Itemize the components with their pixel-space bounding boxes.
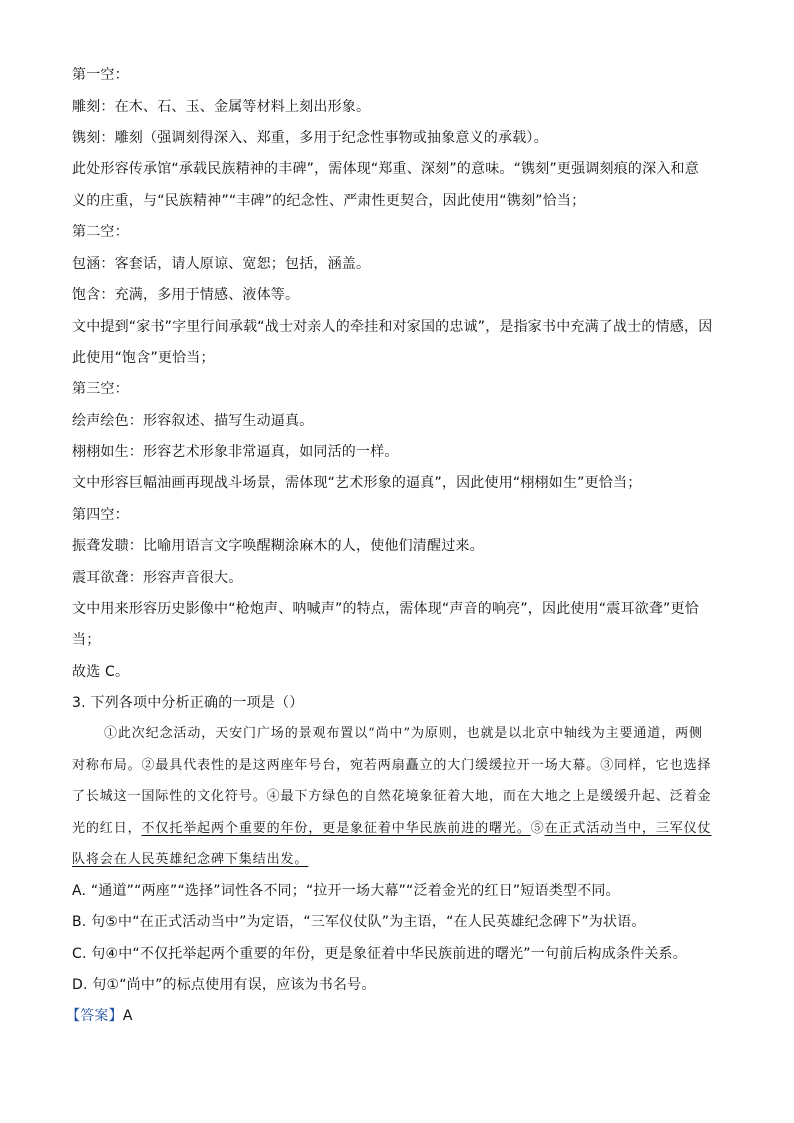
blank1-reason-line2: 义的庄重，与“民族精神”“丰碑”的纪念性、严肃性更契合，因此使用“镌刻”恰当； — [72, 193, 586, 209]
zhener-definition: 震耳欲聋：形容声音很大。 — [72, 570, 243, 586]
answer-value: A — [122, 1008, 133, 1024]
blank3-reason: 文中形容巨幅油画再现战斗场景，需体现“艺术形象的逼真”，因此使用“栩栩如生”更恰当； — [72, 475, 642, 491]
blank4-header: 第四空： — [72, 507, 129, 523]
option-d: D. 句①“尚中”的标点使用有误，应该为书名号。 — [72, 977, 376, 993]
blank2-header: 第二空： — [72, 224, 129, 240]
passage-line4-plain: 光的红日， — [72, 821, 142, 836]
answer-tag: 【答案】 — [66, 1008, 123, 1024]
passage-underlined-sentence5-end: 队将会在人民英雄纪念碑下集结出发。 — [72, 852, 309, 867]
conclusion: 故选 C。 — [72, 664, 130, 680]
huisheng-definition: 绘声绘色：形容叙述、描写生动逼真。 — [72, 413, 314, 429]
passage-line2: 对称布局。②最具代表性的是这两座年号台，宛若两扇矗立的大门缓缓拉开一场大幕。③同样，它也选择 — [72, 758, 712, 773]
blank1-reason-line1: 此处形容传承馆“承载民族精神的丰碑”，需体现“郑重、深刻”的意味。“镌刻”更强调刻痕的深入和意 — [72, 161, 699, 177]
passage-underlined-sentence5-start: 在正式活动当中，三军仪仗 — [544, 821, 712, 836]
blank4-reason-line1: 文中用来形容历史影像中“枪炮声、呐喊声”的特点，需体现“声音的响亮”，因此使用“震耳欲聋”更恰 — [72, 601, 699, 617]
baohan-definition: 包涵：客套话，请人原谅、宽恕；包括，涵盖。 — [72, 256, 371, 272]
answer-line — [66, 1008, 716, 1024]
option-c: C. 句④中“不仅托举起两个重要的年份，更是象征着中华民族前进的曙光”一句前后构成条件关系。 — [72, 946, 687, 962]
blank3-header: 第三空： — [72, 381, 129, 397]
blank2-reason-line1: 文中提到“家书”字里行间承载“战士对亲人的牵挂和对家国的忠诚”，是指家书中充满了战士的情感，因 — [72, 319, 713, 335]
option-b: B. 句⑤中“在正式活动当中”为定语，“三军仪仗队”为主语，“在人民英雄纪念碑下”为状语。 — [72, 914, 646, 930]
passage-line3: 了长城这一国际性的文化符号。④最下方绿色的自然花境象征着大地，而在大地之上是缓缓升起、泛着金 — [72, 789, 712, 804]
blank2-reason-line2: 此使用“饱含”更恰当； — [72, 350, 215, 366]
passage-line4-marker: ⑤ — [530, 821, 545, 836]
diaoke-definition: 雕刻：在木、石、玉、金属等材料上刻出形象。 — [72, 99, 371, 115]
zhenlong-definition: 振聋发聩：比喻用语言文字唤醒糊涂麻木的人，使他们清醒过来。 — [72, 538, 484, 554]
passage-line4 — [72, 821, 722, 837]
baohan2-definition: 饱含：充满，多用于情感、液体等。 — [72, 287, 300, 303]
question3-stem: 3. 下列各项中分析正确的一项是（） — [72, 695, 304, 711]
option-a: A. “通道”“两座”“选择”词性各不同；“拉开一场大幕”“泛着金光的红日”短语类型不同。 — [72, 883, 620, 899]
juanke-definition: 镌刻：雕刻（强调刻得深入、郑重，多用于纪念性事物或抽象意义的承载）。 — [72, 130, 548, 146]
passage-line1: ①此次纪念活动，天安门广场的景观布置以“尚中”为原则，也就是以北京中轴线为主要通道，两侧 — [104, 726, 703, 741]
blank1-header: 第一空： — [72, 67, 129, 83]
passage-underlined-sentence4: 不仅托举起两个重要的年份，更是象征着中华民族前进的曙光。 — [141, 821, 531, 836]
passage-line5 — [72, 852, 722, 868]
blank4-reason-line2: 当； — [72, 632, 101, 648]
xuxu-definition: 栩栩如生：形容艺术形象非常逼真，如同活的一样。 — [72, 444, 399, 460]
